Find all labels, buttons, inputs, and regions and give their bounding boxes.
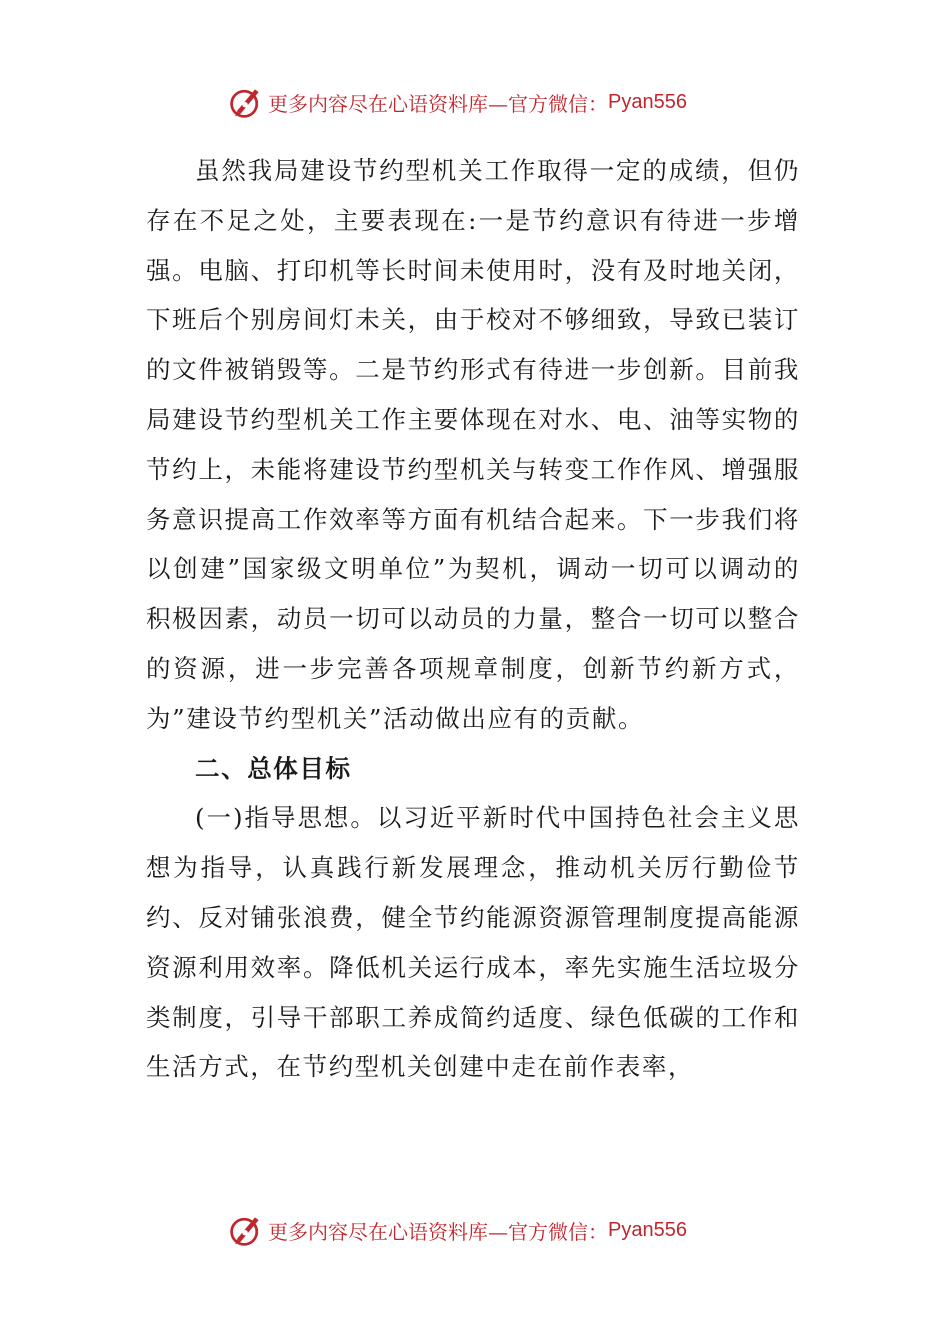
header-banner <box>228 82 687 122</box>
document-body <box>146 146 800 1092</box>
footer-banner-text: 更多内容尽在心语资料库—官方微信： <box>268 1219 608 1244</box>
header-banner-text: 更多内容尽在心语资料库—官方微信： <box>268 91 608 116</box>
section-heading-overall-goals: 二、总体目标 <box>195 753 352 783</box>
header-wechat-id: Pyan556 <box>608 90 687 113</box>
footer-wechat-id: Pyan556 <box>608 1218 687 1241</box>
footer-banner <box>228 1210 687 1250</box>
pen-circle-logo-icon <box>228 1212 264 1248</box>
pen-circle-logo-icon <box>228 84 264 120</box>
paragraph-guiding-ideology: (一)指导思想。以习近平新时代中国持色社会主义思想为指导，认真践行新发展理念，推动机关厉行勤俭节约、反对铺张浪费，健全节约能源资源管理制度提高能源资源利用效率。降低机关运行成本，率先实施生活垃圾分类制度，引导干部职工养成简约适度、绿色低碳的工作和生活方式，在节约型机关创建中走在前作表率， <box>146 803 800 1082</box>
paragraph-shortcomings: 虽然我局建设节约型机关工作取得一定的成绩，但仍存在不足之处，主要表现在:一是节约意识有待进一步增强。电脑、打印机等长时间未使用时，没有及时地关闭，下班后个别房间灯未关，由于校对不够细致，导致已装订的文件被销毁等。二是节约形式有待进一步创新。目前我局建设节约型机关工作主要体现在对水、电、油等实物的节约上，未能将建设节约型机关与转变工作作风、增强服务意识提高工作效率等方面有机结合起来。下一步我们将以创建”国家级文明单位”为契机，调动一切可以调动的积极因素，动员一切可以动员的力量，整合一切可以整合的资源，进一步完善各项规章制度，创新节约新方式，为”建设节约型机关”活动做出应有的贡献。 <box>146 156 800 733</box>
